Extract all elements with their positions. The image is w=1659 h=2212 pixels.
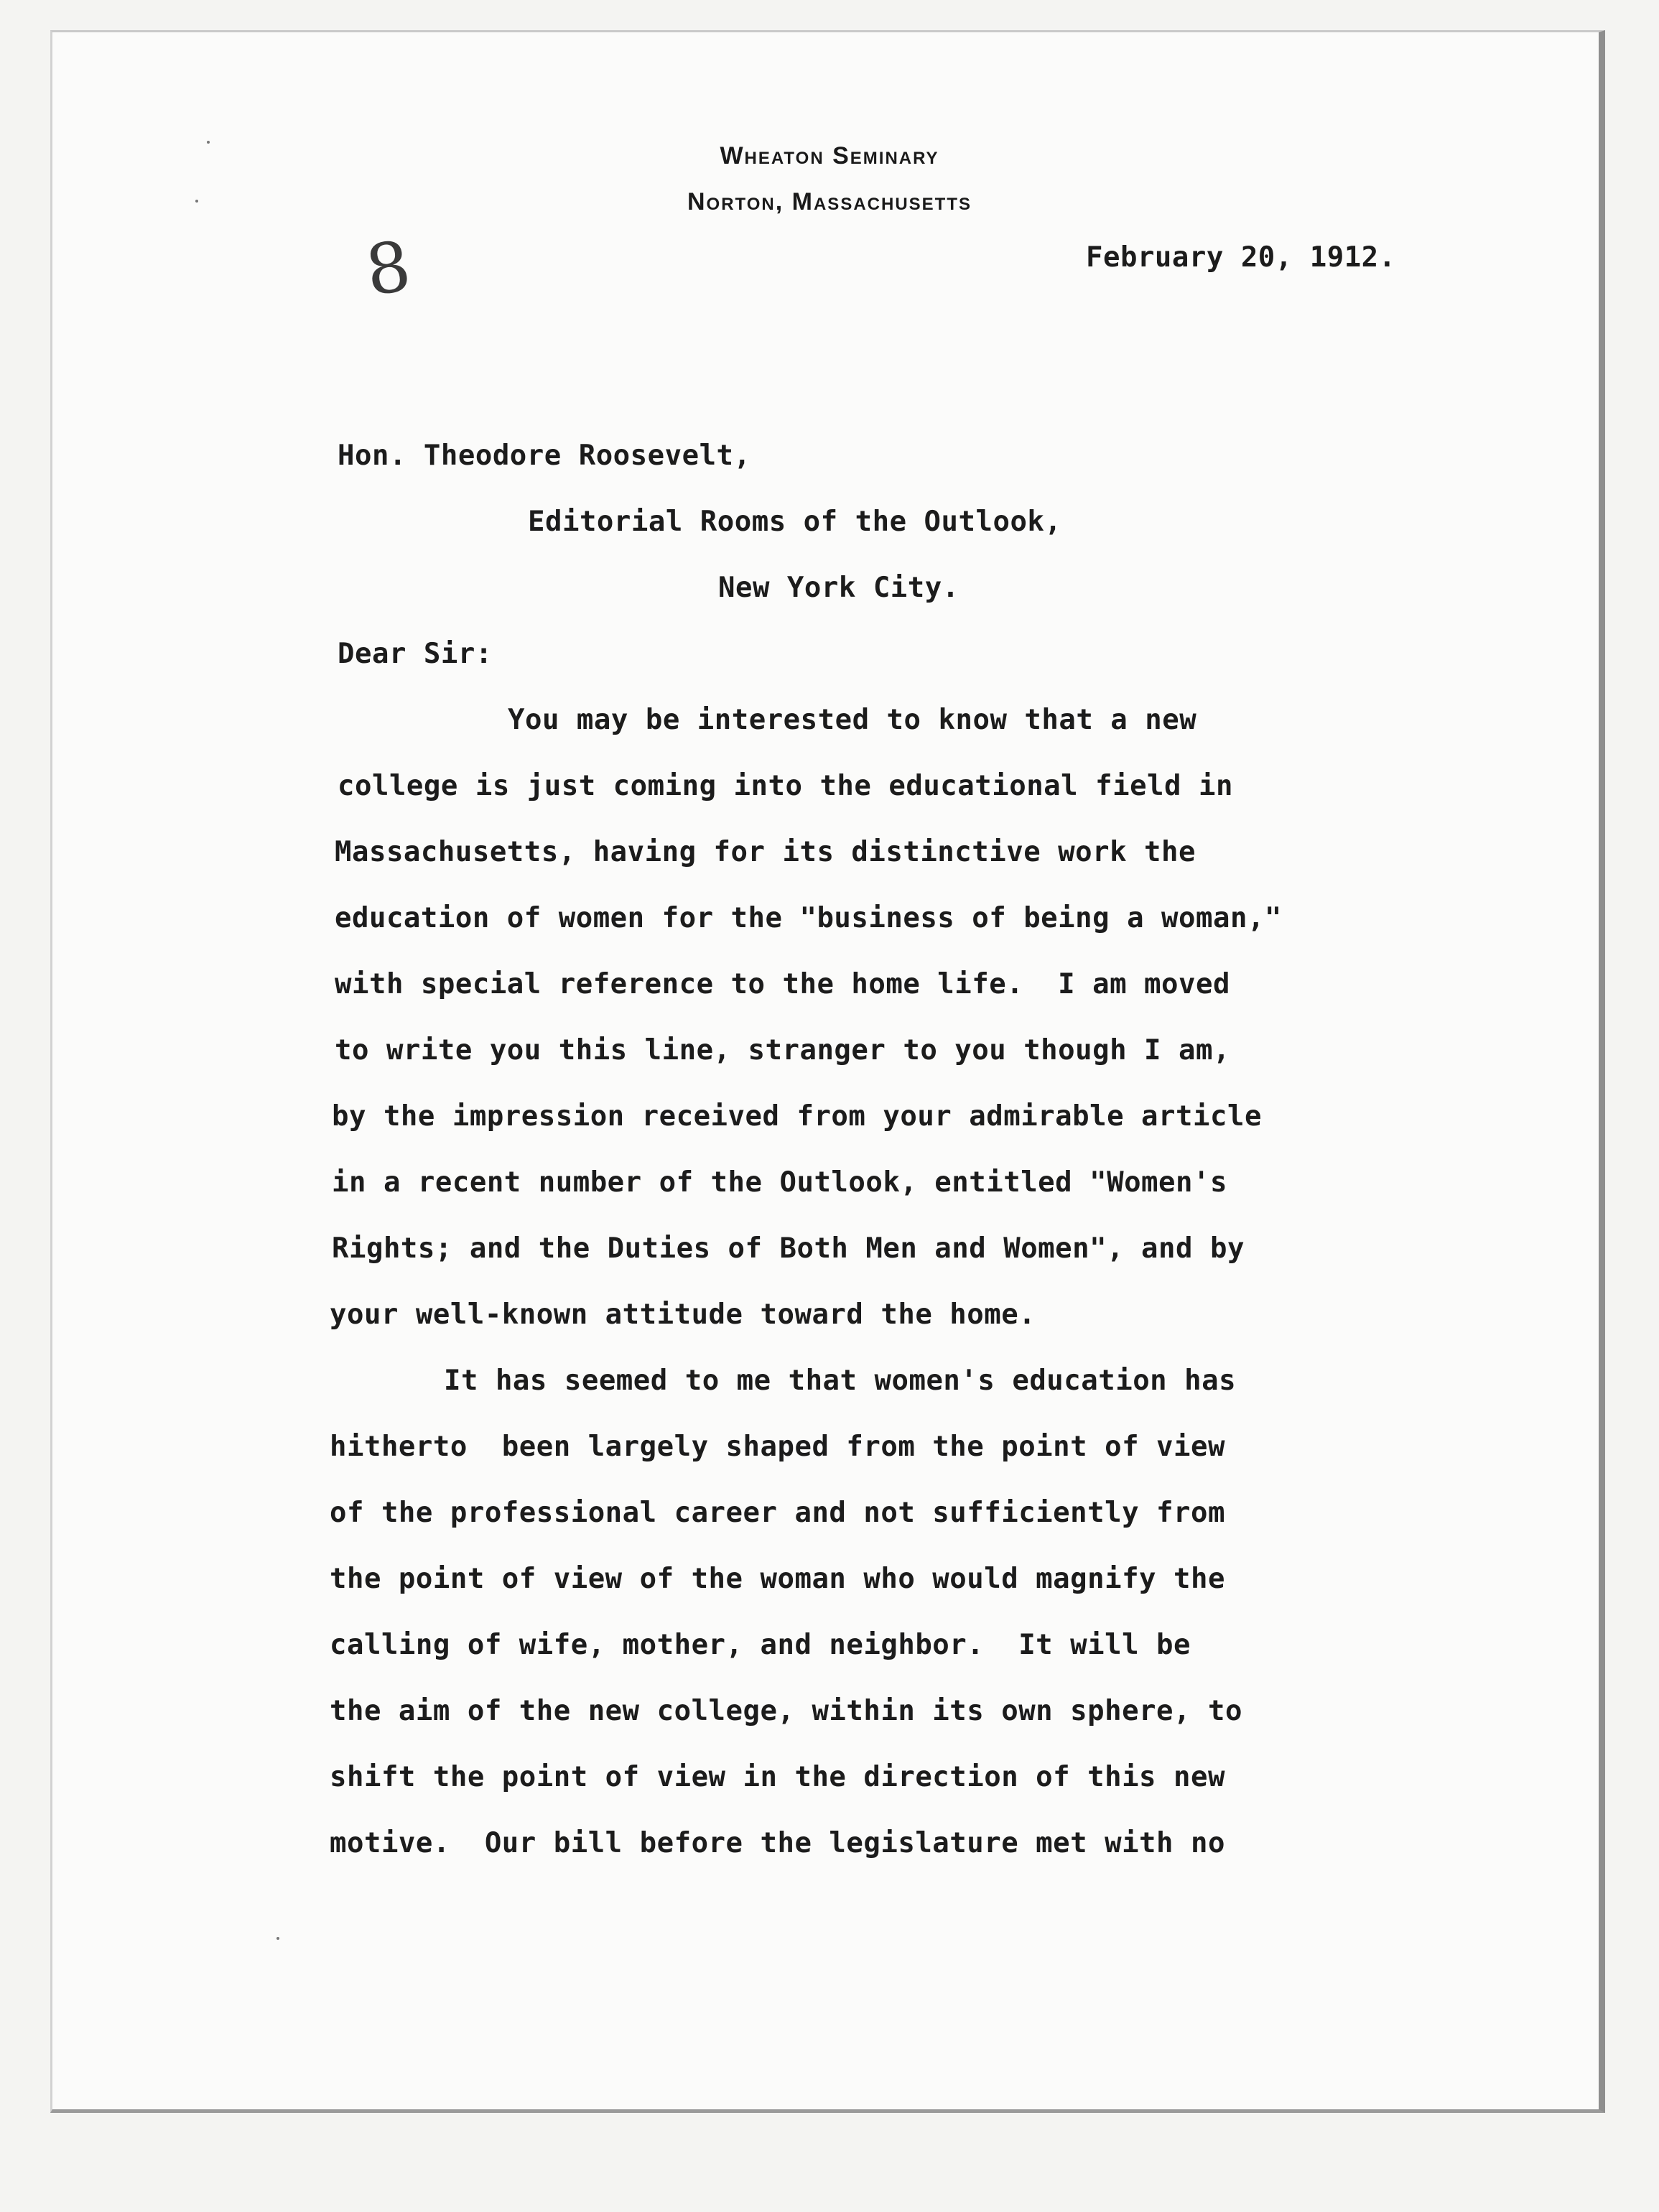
body-line: in a recent number of the Outlook, entitled "Women's [332,1166,1227,1199]
body-line: of the professional career and not sufficiently from [330,1497,1225,1529]
body-line: Rights; and the Duties of Both Men and Women", and by [332,1232,1245,1265]
paper-speck [276,1937,279,1940]
letterhead-location: Norton, Massachusetts [687,188,972,215]
address-line-1: Hon. Theodore Roosevelt, [338,440,751,472]
body-line: education of women for the "business of being a woman," [335,902,1282,934]
body-line: It has seemed to me that women's education has [444,1365,1237,1397]
body-line: to write you this line, stranger to you though I am, [335,1034,1230,1066]
letter-date: February 20, 1912. [1086,241,1396,274]
body-line: Massachusetts, having for its distinctive work the [335,836,1196,868]
body-line: by the impression received from your admirable article [332,1100,1262,1133]
body-line: your well-known attitude toward the home. [330,1298,1036,1331]
body-line: the point of view of the woman who would magnify the [330,1563,1225,1595]
letterhead-name: Wheaton Seminary [720,142,939,169]
body-line: motive. Our bill before the legislature met with no [330,1827,1225,1859]
body-line: You may be interested to know that a new [508,704,1197,736]
body-line: college is just coming into the educational field in [338,770,1233,802]
body-line: hitherto been largely shaped from the point of view [330,1431,1225,1463]
body-line: shift the point of view in the direction of this new [330,1761,1225,1793]
address-line-3: New York City. [718,572,959,604]
body-line: calling of wife, mother, and neighbor. It will be [330,1629,1191,1661]
letter-sheet [50,30,1605,2113]
body-line: with special reference to the home life. I am moved [335,968,1230,1000]
body-line: the aim of the new college, within its own sphere, to [330,1695,1242,1727]
salutation: Dear Sir: [338,638,493,670]
handwritten-folio-number: 8 [361,226,416,312]
address-line-2: Editorial Rooms of the Outlook, [528,506,1062,538]
